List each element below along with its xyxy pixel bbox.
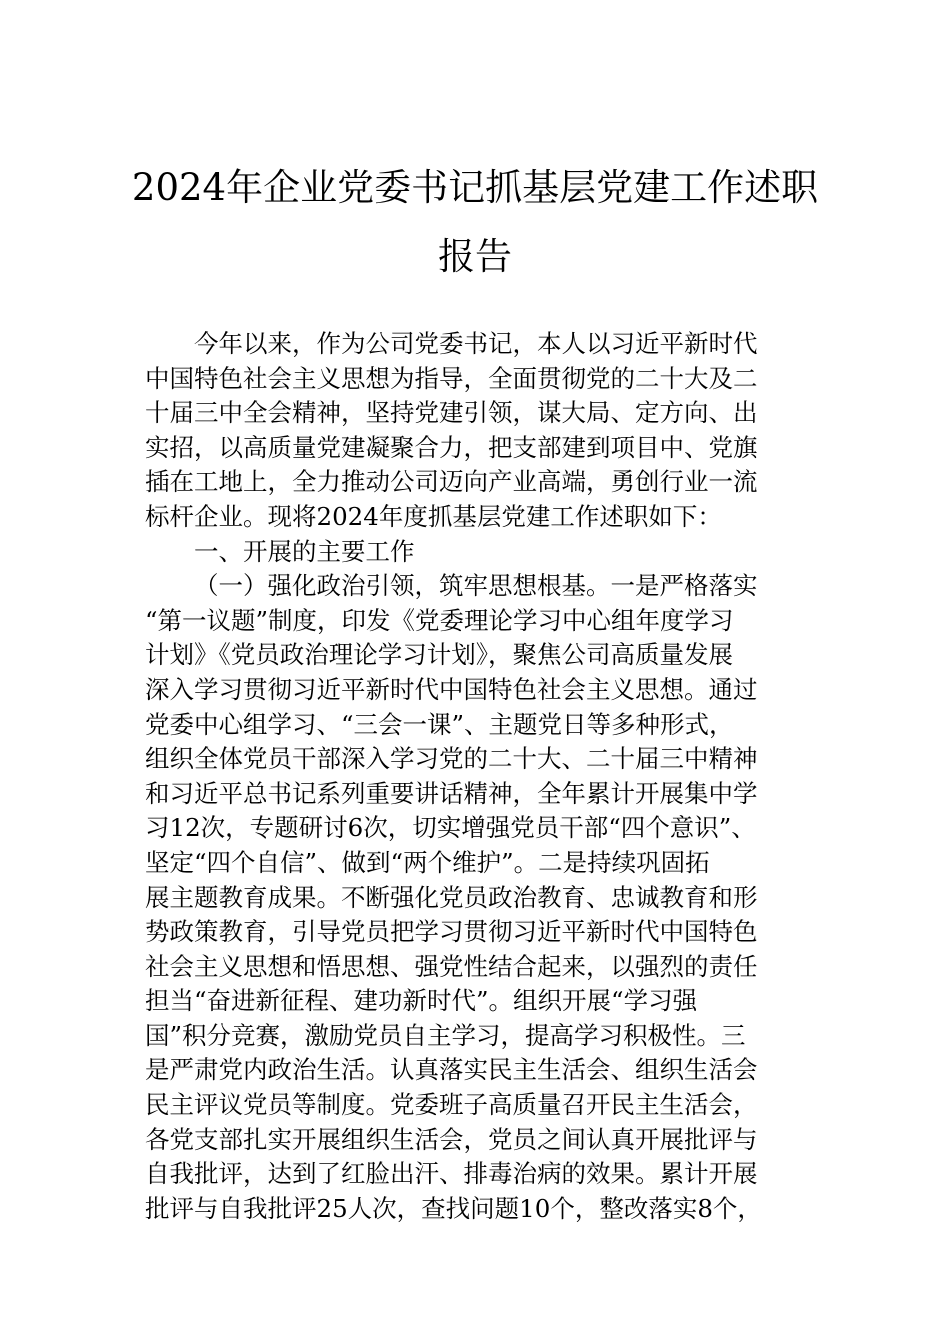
paragraph-line: 实招，以高质量党建凝聚合力，把支部建到项目中、党旗 bbox=[145, 432, 758, 462]
paragraph-line: 党委中心组学习、“三会一课”、主题党日等多种形式， bbox=[145, 709, 734, 739]
paragraph-line: 坚定“四个自信”、做到“两个维护”。二是持续巩固拓 bbox=[145, 847, 710, 877]
document-title-line-2: 报告 bbox=[438, 235, 512, 278]
paragraph-line: 和习近平总书记系列重要讲话精神，全年累计开展集中学 bbox=[145, 778, 758, 808]
paragraph-line: 自我批评，达到了红脸出汗、排毒治病的效果。累计开展 bbox=[145, 1159, 758, 1189]
paragraph-line: 标杆企业。现将2024年度抓基层党建工作述职如下： bbox=[145, 501, 722, 531]
paragraph-line: 各党支部扎实开展组织生活会，党员之间认真开展批评与 bbox=[145, 1124, 758, 1154]
paragraph-line: 展主题教育成果。不断强化党员政治教育、忠诚教育和形 bbox=[145, 882, 758, 912]
paragraph-line: 批评与自我批评25人次，查找问题10个，整改落实8个， bbox=[145, 1193, 762, 1223]
paragraph-line: 插在工地上，全力推动公司迈向产业高端，勇创行业一流 bbox=[145, 467, 758, 497]
paragraph-line: “第一议题”制度，印发《党委理论学习中心组年度学习 bbox=[145, 605, 734, 635]
document-title-line-1: 2024年企业党委书记抓基层党建工作述职 bbox=[131, 166, 819, 209]
paragraph-line: 中国特色社会主义思想为指导，全面贯彻党的二十大及二 bbox=[145, 363, 758, 393]
paragraph-line: 计划》《党员政治理论学习计划》，聚焦公司高质量发展 bbox=[145, 640, 733, 670]
paragraph-line: 组织全体党员干部深入学习党的二十大、二十届三中精神 bbox=[145, 744, 758, 774]
section-heading: 一、开展的主要工作 bbox=[194, 536, 415, 566]
paragraph-line: （一）强化政治引领，筑牢思想根基。一是严格落实 bbox=[194, 571, 758, 601]
paragraph-line: 担当“奋进新征程、建功新时代”。组织开展“学习强 bbox=[145, 986, 698, 1016]
paragraph-line: 民主评议党员等制度。党委班子高质量召开民主生活会， bbox=[145, 1090, 758, 1120]
paragraph-line: 习12次，专题研讨6次，切实增强党员干部“四个意识”、 bbox=[145, 813, 756, 843]
document-body bbox=[145, 327, 815, 1226]
paragraph-line: 社会主义思想和悟思想、强党性结合起来，以强烈的责任 bbox=[145, 951, 758, 981]
paragraph-line: 今年以来，作为公司党委书记，本人以习近平新时代 bbox=[194, 329, 758, 358]
paragraph-line: 国”积分竞赛，激励党员自主学习，提高学习积极性。三 bbox=[145, 1020, 746, 1050]
paragraph-line: 深入学习贯彻习近平新时代中国特色社会主义思想。通过 bbox=[145, 674, 758, 704]
paragraph-line: 十届三中全会精神，坚持党建引领，谋大局、定方向、出 bbox=[145, 398, 758, 428]
paragraph-line: 是严肃党内政治生活。认真落实民主生活会、组织生活会 bbox=[145, 1055, 758, 1085]
paragraph-line: 势政策教育，引导党员把学习贯彻习近平新时代中国特色 bbox=[145, 917, 758, 947]
